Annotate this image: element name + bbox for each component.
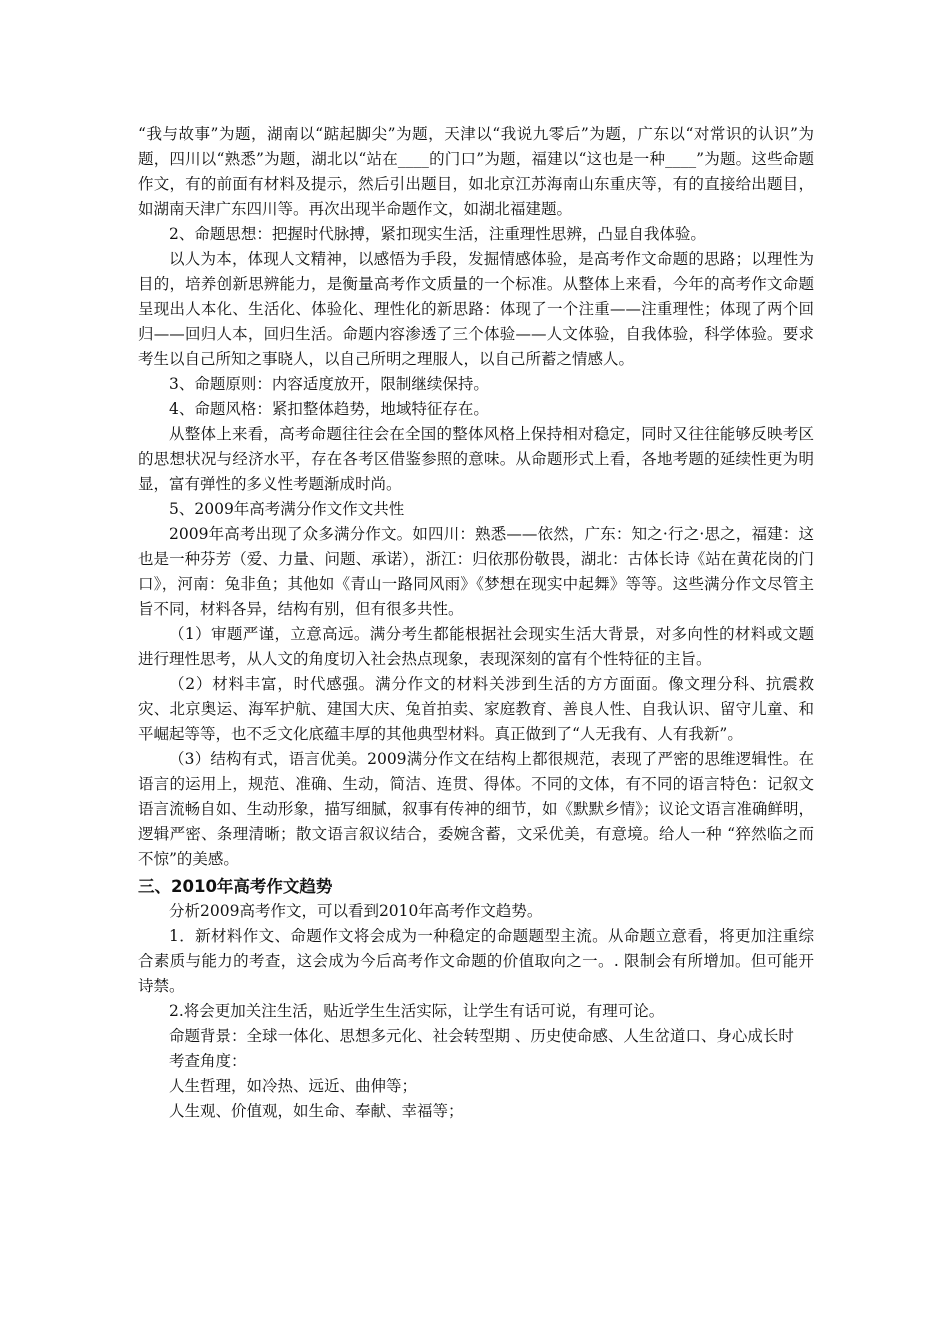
paragraph-common-body: 2009年高考出现了众多满分作文。如四川：熟悉——依然，广东：知之·行之·思之，福建：这也是一种芬芳（爱、力量、问题、承诺），浙江：归依那份敬畏，湖北：古体长诗《站在黄花岗的门口》，河南：兔非鱼；其他如《青山一路同风雨》《梦想在现实中起舞》等等。这些满分作文尽管主旨不同，材料各异，结构有别，但有很多共性。 <box>138 525 814 618</box>
paragraph-point-1: （1）审题严谨，立意高远。满分考生都能根据社会现实生活大背景，对多向性的材料或文题进行理性思考，从人文的角度切入社会热点现象，表现深刻的富有个性特征的主旨。 <box>138 625 814 668</box>
document-page <box>138 122 814 1124</box>
paragraph-trend-intro: 分析2009高考作文，可以看到2010年高考作文趋势。 <box>169 902 543 920</box>
paragraph-background: 命题背景：全球一体化、思想多元化、社会转型期 、历史使命感、人生岔道口、身心成长时 <box>169 1027 794 1045</box>
paragraph-trend-2: 2.将会更加关注生活，贴近学生生活实际，让学生有话可说，有理可论。 <box>169 1002 665 1020</box>
paragraph-idea-body: 以人为本，体现人文精神，以感悟为手段，发掘情感体验，是高考作文命题的思路；以理性为目的，培养创新思辨能力，是衡量高考作文质量的一个标准。从整体上来看，今年的高考作文命题呈现出人本化、生活化、体验化、理性化的新思路：体现了一个注重——注重理性；体现了两个回归——回归人本，回归生活。命题内容渗透了三个体验——人文体验，自我体验，科学体验。要求考生以自己所知之事晓人，以自己所明之理服人，以自己所蓄之情感人。 <box>138 250 814 368</box>
section-heading-2010-trend: 三、2010年高考作文趋势 <box>138 877 333 896</box>
paragraph-style-body: 从整体上来看，高考命题往往会在全国的整体风格上保持相对稳定，同时又往往能够反映考区的思想状况与经济水平，存在各考区借鉴参照的意味。从命题形式上看，各地考题的延续性更为明显，富有弹性的多义性考题渐成时尚。 <box>138 425 814 493</box>
paragraph-point-3: （3）结构有式，语言优美。2009满分作文在结构上都很规范，表现了严密的思维逻辑性。在语言的运用上，规范、准确、生动，简洁、连贯、得体。不同的文体，有不同的语言特色：记叙文语言流畅自如、生动形象，描写细腻，叙事有传神的细节，如《默默乡情》；议论文语言准确鲜明，逻辑严密、条理清晰；散文语言叙议结合，委婉含蓄，文采优美，有意境。给人一种 “猝然临之而不惊”的美感。 <box>138 750 814 868</box>
paragraph-exam-topics: “我与故事”为题，湖南以“踮起脚尖”为题，天津以“我说九零后”为题，广东以“对常识的认识”为题，四川以“熟悉”为题，湖北以“站在____的门口”为题，福建以“这也是一种____”为题。这些命题作文，有的前面有材料及提示，然后引出题目，如北京江苏海南山东重庆等，有的直接给出题目，如湖南天津广东四川等。再次出现半命题作文，如湖北福建题。 <box>138 125 814 218</box>
paragraph-idea-heading: 2、命题思想：把握时代脉搏，紧扣现实生活，注重理性思辨，凸显自我体验。 <box>169 225 706 243</box>
paragraph-common-heading: 5、2009年高考满分作文作文共性 <box>169 500 405 518</box>
paragraph-principle: 3、命题原则：内容适度放开，限制继续保持。 <box>169 375 489 393</box>
paragraph-style: 4、命题风格：紧扣整体趋势，地域特征存在。 <box>169 400 489 418</box>
paragraph-point-2: （2）材料丰富，时代感强。满分作文的材料关涉到生活的方方面面。像文理分科、抗震救灾、北京奥运、海军护航、建国大庆、兔首拍卖、家庭教育、善良人性、自我认识、留守儿童、和平崛起等等，也不乏文化底蕴丰厚的其他典型材料。真正做到了“人无我有、人有我新”。 <box>138 675 814 743</box>
paragraph-angle-values: 人生观、价值观，如生命、奉献、幸福等； <box>169 1102 464 1120</box>
paragraph-angle-heading: 考查角度： <box>169 1052 247 1070</box>
paragraph-angle-philosophy: 人生哲理，如冷热、远近、曲伸等； <box>169 1077 418 1095</box>
paragraph-trend-1: 1．新材料作文、命题作文将会成为一种稳定的命题题型主流。从命题立意看，将更加注重综合素质与能力的考查，这会成为今后高考作文命题的价值取向之一。. 限制会有所增加。但可能开诗禁。 <box>138 927 814 995</box>
